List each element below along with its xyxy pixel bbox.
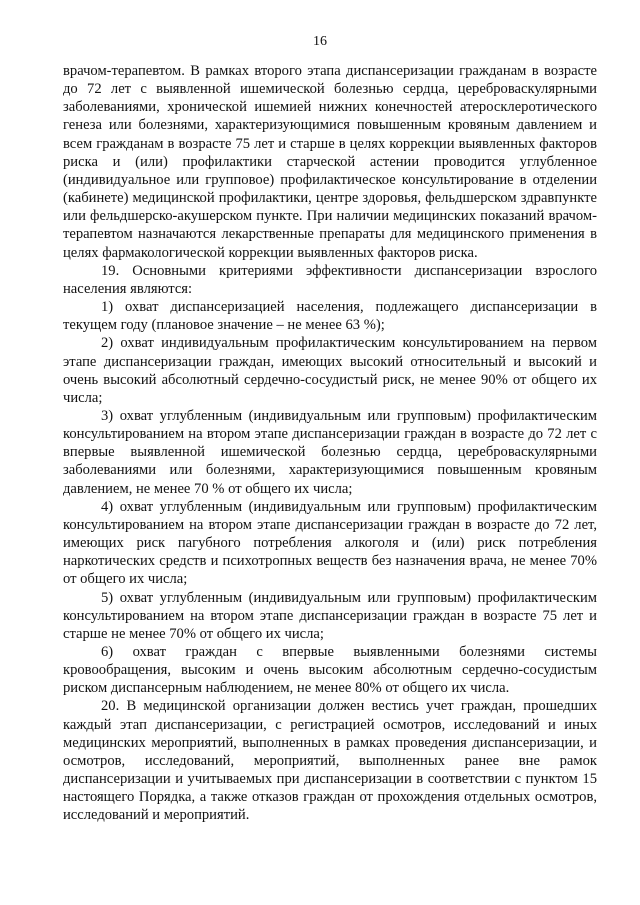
list-item-1: 1) охват диспансеризацией населения, подлежащего диспансеризации в текущем году (плановое значение – не менее 63 %); xyxy=(63,299,597,334)
paragraph-item-20: 20. В медицинской организации должен вестись учет граждан, прошедших каждый этап диспансеризации, с регистрацией осмотров, исследований и иных медицинских мероприятий, выполненных в рамках проведения диспансеризации, и осмотров, исследований, мероприятий, выполненных ранее вне рамок диспансеризации и учитываемых при диспансеризации в соответствии с пунктом 15 настоящего Порядка, а также отказов граждан от прохождения отдельных осмотров, исследований и мероприятий. xyxy=(63,698,597,824)
list-item-5: 5) охват углубленным (индивидуальным или групповым) профилактическим консультированием на втором этапе диспансеризации граждан в возрасте 75 лет и старше не менее 70% от общего их числа; xyxy=(63,589,597,642)
page-number: 16 xyxy=(313,34,327,49)
paragraph-item-19: 19. Основными критериями эффективности диспансеризации взрослого населения являются: xyxy=(63,262,597,297)
list-item-3: 3) охват углубленным (индивидуальным или групповым) профилактическим консультированием на втором этапе диспансеризации граждан в возрасте до 72 лет с впервые выявленной ишемической болезнью сердца, цереброваскулярными заболеваниями или болезнями, характеризующимися повышенным кровяным давлением, не менее 70 % от общего их числа; xyxy=(63,407,597,497)
document-body xyxy=(63,62,597,825)
list-item-2: 2) охват индивидуальным профилактическим консультированием на первом этапе диспансеризации граждан, имеющих высокий относительный и высокий и очень высокий абсолютный сердечно-сосудистый риск, не менее 90% от общего их числа; xyxy=(63,335,597,406)
paragraph-continuation: врачом-терапевтом. В рамках второго этапа диспансеризации гражданам в возрасте до 72 лет с выявленной ишемической болезнью сердца, цереброваскулярными заболеваниями, хронической ишемией нижних конечностей атеросклеротического генеза или болезнями, характеризующимися повышенным кровяным давлением и всем гражданам в возрасте 75 лет и старше в целях коррекции выявленных факторов риска и (или) профилактики старческой астении проводится углубленное (индивидуальное или групповое) профилактическое консультирование в отделении (кабинете) медицинской профилактики, центре здоровья, фельдшерском здравпункте или фельдшерско-акушерском пункте. При наличии медицинских показаний врачом-терапевтом назначаются лекарственные препараты для медицинского применения в целях фармакологической коррекции выявленных факторов риска. xyxy=(63,63,597,261)
list-item-4: 4) охват углубленным (индивидуальным или групповым) профилактическим консультированием на втором этапе диспансеризации граждан в возрасте до 72 лет, имеющих риск пагубного потребления алкоголя и (или) риск потребления наркотических средств и психотропных веществ без назначения врача, не менее 70% от общего их числа; xyxy=(63,498,597,588)
list-item-6: 6) охват граждан с впервые выявленными болезнями системы кровообращения, высоким и очень высоким абсолютным сердечно-сосудистым риском диспансерным наблюдением, не менее 80% от общего их числа. xyxy=(63,644,597,697)
